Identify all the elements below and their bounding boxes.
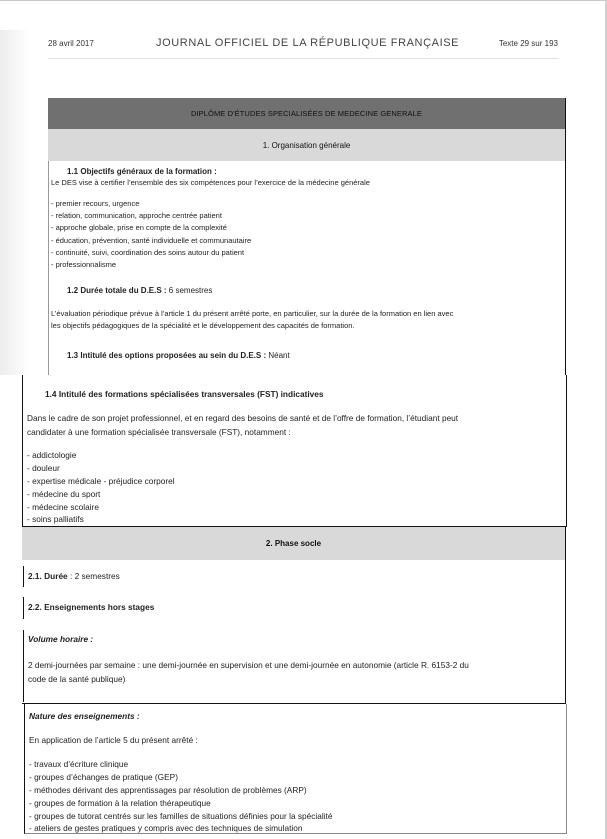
list-item: - méthodes dérivant des apprentissages par résolution de problèmes (ARP) <box>29 785 307 795</box>
section-heading: 1. Organisation générale <box>262 140 351 150</box>
subsection-2-1 <box>28 571 120 581</box>
subsection-title-1-2: 1.2 Durée totale du D.E.S : <box>67 286 167 295</box>
list-item: - professionnalisme <box>51 260 117 269</box>
section-organisation-generale <box>48 98 566 375</box>
journal-header <box>48 36 558 59</box>
list-item: - groupes de tutorat centrés sur les familles de situations définies pour la spécialité <box>29 811 333 821</box>
subsection-1-3 <box>67 351 290 360</box>
phase-duration-value: : 2 semestres <box>67 571 120 581</box>
list-item: - médecine du sport <box>27 489 101 499</box>
fst-paragraph-line: candidater à une formation spécialisée transversale (FST), notamment : <box>27 427 291 437</box>
section-nature-enseignements <box>24 704 567 834</box>
section-phase-socle <box>22 560 566 704</box>
section-heading-banner <box>22 527 566 560</box>
border-line <box>23 630 24 702</box>
nature-intro: En application de l’article 5 du présent arrêté : <box>29 735 198 745</box>
section-heading-banner <box>48 129 565 161</box>
page-edge <box>0 0 607 1</box>
nature-label: Nature des enseignements : <box>29 711 140 721</box>
subsection-title-1-1: 1.1 Objectifs généraux de la formation : <box>67 167 217 176</box>
list-item: - approche globale, prise en compte de la complexité <box>51 223 227 232</box>
total-duration-value: 6 semestres <box>166 286 213 295</box>
section-body <box>48 161 565 375</box>
page-reference: Texte 29 sur 193 <box>498 39 558 48</box>
list-item: - relation, communication, approche centrée patient <box>51 211 222 220</box>
evaluation-paragraph-line: les objectifs pédagogiques de la spécialité et le développement des capacités de formation. <box>51 321 355 330</box>
list-item: - expertise médicale - préjudice corporel <box>27 476 175 486</box>
publication-date: 28 avril 2017 <box>48 39 94 48</box>
section-heading: 2. Phase socle <box>265 539 322 548</box>
subsection-title-2-1-rest: . Durée <box>39 571 68 581</box>
subsection-1-4 <box>22 375 567 527</box>
border-line <box>23 566 24 587</box>
subsection-title-1-4: 1.4 Intitulé des formations spécialisées transversales (FST) indicatives <box>45 389 324 399</box>
volume-label: Volume horaire : <box>28 634 94 644</box>
list-item: - éducation, prévention, santé individuelle et communautaire <box>51 236 252 245</box>
evaluation-paragraph-line: L’évaluation périodique prévue à l’article 1 du présent arrêté porte, en particulier, sur la durée de la formation en lien avec <box>51 309 454 318</box>
list-item: - groupes d’échanges de pratique (GEP) <box>29 772 178 782</box>
list-item: - soins palliatifs <box>27 514 84 524</box>
list-item: - ateliers de gestes pratiques y compris avec des techniques de simulation <box>29 823 303 833</box>
list-item: - groupes de formation à la relation thérapeutique <box>29 798 211 808</box>
scan-shadow <box>0 30 30 375</box>
objectives-intro: Le DES vise à certifier l’ensemble des six compétences pour l’exercice de la médecine générale <box>51 178 370 187</box>
document-title: DIPLÔME D'ÉTUDES SPECIALISÉES DE MEDECINE GENERALE <box>190 109 423 118</box>
list-item: - premier recours, urgence <box>51 199 140 208</box>
list-item: - douleur <box>27 463 60 473</box>
border-line <box>23 597 24 619</box>
fst-paragraph-line: Dans le cadre de son projet professionnel, et en regard des besoins de santé et de l’offre de formation, l’étudiant peut <box>27 413 459 423</box>
list-item: - travaux d’écriture clinique <box>29 759 129 769</box>
journal-title: JOURNAL OFFICIEL DE LA RÉPUBLIQUE FRANÇAISE <box>156 37 460 49</box>
volume-text-line: code de la santé publique) <box>28 674 126 684</box>
subsection-title-2-1: 2.1 <box>28 571 40 581</box>
list-item: - addictologie <box>27 450 77 460</box>
subsection-title-2-2: 2.2. Enseignements hors stages <box>28 602 155 612</box>
list-item: - médecine scolaire <box>27 502 99 512</box>
document-title-banner <box>48 98 565 129</box>
subsection-title-1-3: 1.3 Intitulé des options proposées au sein du D.E.S : <box>67 351 267 360</box>
volume-text-line: 2 demi-journées par semaine : une demi-journée en supervision et une demi-journée en autonomie (article R. 6153-2 du <box>28 660 469 670</box>
subsection-1-2 <box>67 286 212 295</box>
list-item: - continuité, suivi, coordination des soins autour du patient <box>51 248 245 257</box>
options-value: Néant <box>266 351 290 360</box>
